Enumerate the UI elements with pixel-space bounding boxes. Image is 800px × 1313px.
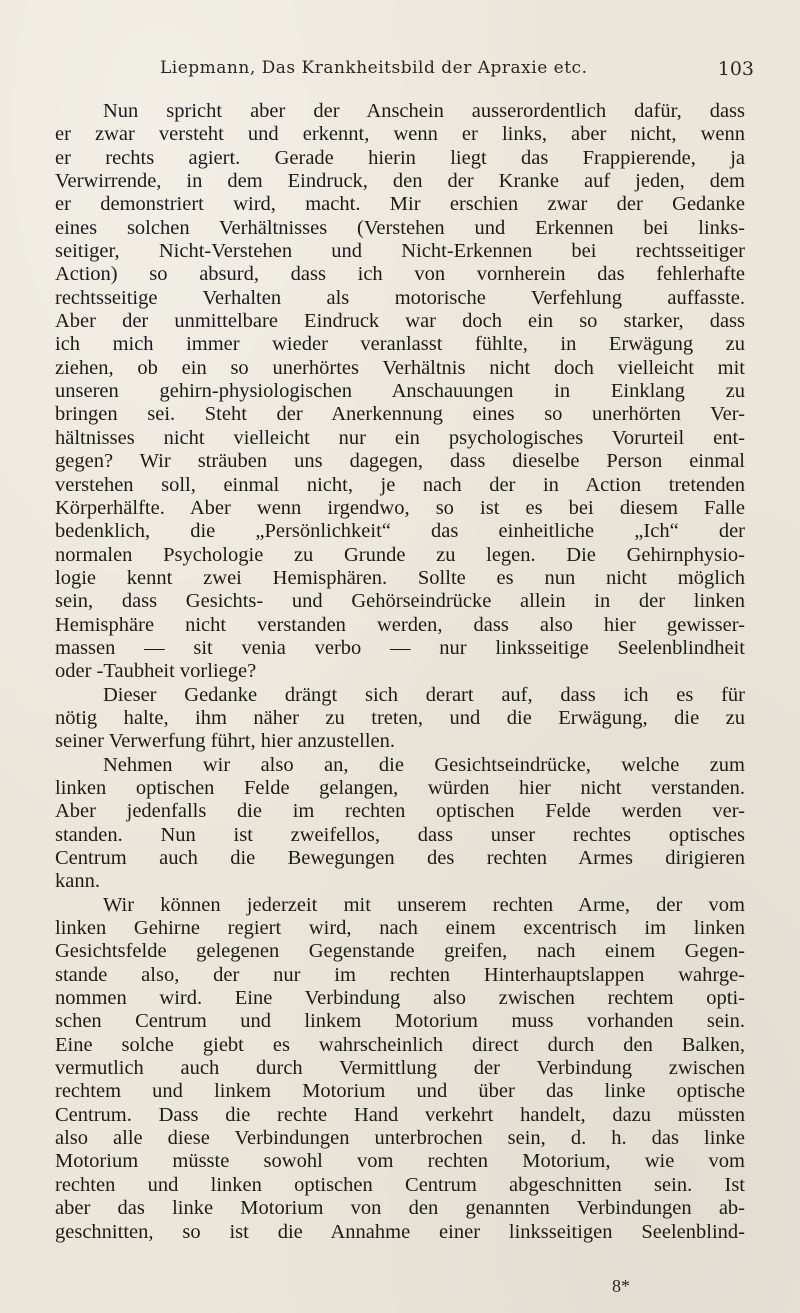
text-line: Centrum auch die Bewegungen des rechten Armes dirigieren <box>55 847 745 869</box>
text-line: er demonstriert wird, macht. Mir erschien zwar der Gedanke <box>55 193 745 216</box>
signature-mark: 8* <box>612 1276 630 1296</box>
text-line: also alle diese Verbindungen unterbrochen sein, d. h. das linke <box>55 1127 745 1150</box>
text-line: Aber jedenfalls die im rechten optischen Felde werden ver- <box>55 800 745 823</box>
text-line: bedenklich, die „Persönlichkeit“ das einheitliche „Ich“ der <box>55 520 745 543</box>
text-line: schen Centrum und linkem Motorium muss vorhanden sein. <box>55 1010 745 1033</box>
text-line: ziehen, ob ein so unerhörtes Verhältnis nicht doch vielleicht mit <box>55 356 745 379</box>
text-line: stande also, der nur im rechten Hinterhauptslappen wahrge- <box>55 963 745 986</box>
text-line: Nun spricht aber der Anschein ausserordentlich dafür, dass <box>103 100 745 122</box>
text-line: Action) so absurd, dass ich von vornherein das fehlerhafte <box>55 263 745 286</box>
running-head: Liepmann, Das Krankheitsbild der Apraxie etc. <box>160 58 588 78</box>
text-line: sein, dass Gesichts- und Gehörseindrücke allein in der linken <box>55 590 745 613</box>
text-line: standen. Nun ist zweifellos, dass unser rechtes optisches <box>55 823 745 846</box>
text-line: ich mich immer wieder veranlasst fühlte, in Erwägung zu <box>55 333 745 356</box>
text-line: gegen? Wir sträuben uns dagegen, dass dieselbe Person einmal <box>55 450 745 473</box>
text-line: seiner Verwerfung führt, hier anzustellen. <box>55 730 396 753</box>
text-line: geschnitten, so ist die Annahme einer linksseitigen Seelenblind- <box>55 1220 745 1243</box>
text-line: Hemisphäre nicht verstanden werden, dass also hier gewisser- <box>55 613 745 636</box>
text-line: Dieser Gedanke drängt sich derart auf, dass ich es für <box>103 683 745 706</box>
text-line: nommen wird. Eine Verbindung also zwischen rechtem opti- <box>55 987 745 1010</box>
text-line: oder -Taubheit vorliege? <box>55 660 257 683</box>
text-line: Gesichtsfelde gelegenen Gegenstande greifen, nach einem Gegen- <box>55 940 745 963</box>
text-line: verstehen soll, einmal nicht, je nach der in Action tretenden <box>55 473 745 496</box>
text-line: Aber der unmittelbare Eindruck war doch ein so starker, dass <box>55 310 745 333</box>
text-line: rechtsseitige Verhalten als motorische Verfehlung auffasste. <box>55 286 745 309</box>
text-line: rechtem und linkem Motorium und über das linke optische <box>55 1080 745 1103</box>
text-line: logie kennt zwei Hemisphären. Sollte es nun nicht möglich <box>55 566 745 589</box>
text-line: kann. <box>55 870 100 893</box>
text-line: unseren gehirn-physiologischen Anschauungen in Einklang zu <box>55 380 745 403</box>
text-line: massen — sit venia verbo — nur linksseitige Seelenblindheit <box>55 636 745 659</box>
text-line: er zwar versteht und erkennt, wenn er links, aber nicht, wenn <box>55 123 745 146</box>
text-line: er rechts agiert. Gerade hierin liegt das Frappierende, ja <box>55 146 745 169</box>
text-line: rechten und linken optischen Centrum abgeschnitten sein. Ist <box>55 1173 745 1196</box>
text-line: nötig halte, ihm näher zu treten, und die Erwägung, die zu <box>55 706 745 729</box>
text-line: normalen Psychologie zu Grunde zu legen. Die Gehirnphysio- <box>55 543 745 566</box>
text-line: bringen sei. Steht der Anerkennung eines so unerhörten Ver- <box>55 403 745 426</box>
text-line: aber das linke Motorium von den genannten Verbindungen ab- <box>55 1197 745 1220</box>
text-line: Verwirrende, in dem Eindruck, den der Kranke auf jeden, dem <box>55 170 745 193</box>
text-line: Körperhälfte. Aber wenn irgendwo, so ist es bei diesem Falle <box>55 496 745 519</box>
text-line: eines solchen Verhältnisses (Verstehen und Erkennen bei links- <box>55 216 745 239</box>
body-text <box>55 100 745 1244</box>
page-number: 103 <box>717 58 754 80</box>
text-line: linken optischen Felde gelangen, würden hier nicht verstanden. <box>55 776 745 799</box>
text-line: seitiger, Nicht-Verstehen und Nicht-Erkennen bei rechtsseitiger <box>55 240 745 263</box>
text-line: Wir können jederzeit mit unserem rechten Arme, der vom <box>103 893 745 916</box>
text-line: linken Gehirne regiert wird, nach einem excentrisch im linken <box>55 917 745 940</box>
text-line: hältnisses nicht vielleicht nur ein psychologisches Vorurteil ent- <box>55 426 745 449</box>
text-line: Nehmen wir also an, die Gesichtseindrücke, welche zum <box>103 753 745 776</box>
text-line: Centrum. Dass die rechte Hand verkehrt handelt, dazu müssten <box>55 1103 745 1126</box>
text-line: Eine solche giebt es wahrscheinlich direct durch den Balken, <box>55 1033 745 1056</box>
text-line: vermutlich auch durch Vermittlung der Verbindung zwischen <box>55 1057 745 1080</box>
text-line: Motorium müsste sowohl vom rechten Motorium, wie vom <box>55 1150 745 1173</box>
